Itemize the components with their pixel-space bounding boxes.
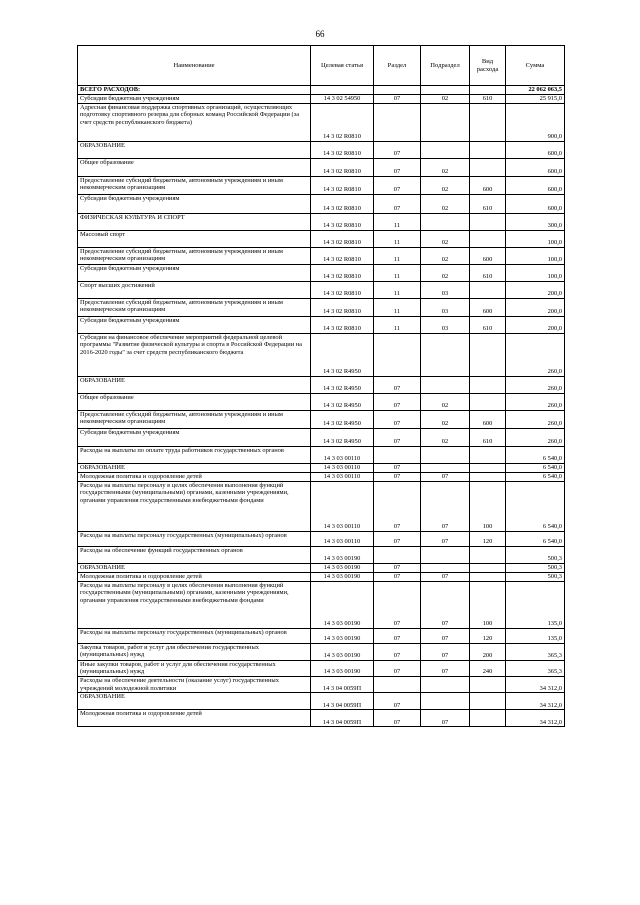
cell-expense-type bbox=[470, 230, 506, 247]
cell-sum: 600,0 bbox=[506, 194, 565, 213]
header-section: Раздел bbox=[374, 46, 421, 86]
table-row bbox=[78, 472, 565, 481]
total-row bbox=[78, 86, 565, 95]
cell-subsection bbox=[421, 463, 470, 472]
cell-expense-type: 200 bbox=[470, 643, 506, 660]
cell-section: 07 bbox=[374, 660, 421, 676]
cell-target-code: 14 3 03 00190 bbox=[311, 643, 374, 660]
cell-subsection bbox=[421, 141, 470, 158]
cell-section bbox=[374, 546, 421, 563]
table-row bbox=[78, 230, 565, 247]
cell-section: 07 bbox=[374, 581, 421, 628]
page-number: 66 bbox=[315, 29, 325, 39]
cell-subsection bbox=[421, 446, 470, 463]
table-row bbox=[78, 410, 565, 428]
cell-name: Расходы на выплаты персоналу в целях обеспечения выполнения функций государственными (муниципальными) органами, казенными учреждениями, органами управления государственными внебюджетными фондами bbox=[78, 581, 311, 628]
table-row bbox=[78, 333, 565, 376]
cell-expense-type: 610 bbox=[470, 94, 506, 103]
cell-expense-type bbox=[470, 103, 506, 141]
cell-expense-type bbox=[470, 333, 506, 376]
cell-subsection bbox=[421, 103, 470, 141]
cell-expense-type: 100 bbox=[470, 481, 506, 531]
cell-target-code: 14 3 02 54950 bbox=[311, 94, 374, 103]
cell-target-code: 14 3 02 R4950 bbox=[311, 410, 374, 428]
cell-name: Субсидии бюджетным учреждениям bbox=[78, 316, 311, 333]
cell-name: Расходы на выплаты персоналу государственных (муниципальных) органов bbox=[78, 628, 311, 643]
cell-sum: 500,3 bbox=[506, 572, 565, 581]
table-row bbox=[78, 531, 565, 546]
cell-subsection: 02 bbox=[421, 264, 470, 281]
cell-expense-type bbox=[470, 158, 506, 176]
cell-section: 07 bbox=[374, 410, 421, 428]
cell-target-code: 14 3 02 R0810 bbox=[311, 298, 374, 316]
cell-expense-type bbox=[470, 213, 506, 230]
cell-sum: 260,0 bbox=[506, 376, 565, 393]
cell-name: Расходы на выплаты по оплате труда работников государственных органов bbox=[78, 446, 311, 463]
cell-sum: 600,0 bbox=[506, 158, 565, 176]
expense-table bbox=[77, 45, 565, 727]
cell-target-code: 14 3 03 00110 bbox=[311, 481, 374, 531]
cell-target-code: 14 3 02 R0810 bbox=[311, 158, 374, 176]
cell-target-code: 14 3 03 00190 bbox=[311, 628, 374, 643]
cell-expense-type bbox=[470, 393, 506, 410]
cell-sum: 100,0 bbox=[506, 247, 565, 264]
cell-target-code: 14 3 03 00190 bbox=[311, 572, 374, 581]
cell-subsection: 07 bbox=[421, 628, 470, 643]
cell-sum: 100,0 bbox=[506, 230, 565, 247]
cell-target-code: 14 3 04 0059П bbox=[311, 710, 374, 727]
cell-name: Молодежная политика и оздоровление детей bbox=[78, 710, 311, 727]
cell-section bbox=[374, 333, 421, 376]
cell-expense-type: 100 bbox=[470, 581, 506, 628]
table-row bbox=[78, 677, 565, 693]
cell-name: ОБРАЗОВАНИЕ bbox=[78, 376, 311, 393]
cell-target-code: 14 3 02 R4950 bbox=[311, 393, 374, 410]
cell-expense-type: 610 bbox=[470, 316, 506, 333]
cell-section: 07 bbox=[374, 393, 421, 410]
cell-subsection bbox=[421, 376, 470, 393]
cell-sum: 6 540,0 bbox=[506, 531, 565, 546]
cell-section: 07 bbox=[374, 428, 421, 446]
cell-target-code: 14 3 02 R4950 bbox=[311, 333, 374, 376]
cell-section: 07 bbox=[374, 563, 421, 572]
cell-sum: 500,3 bbox=[506, 563, 565, 572]
table-row bbox=[78, 660, 565, 676]
header-code: Целевая статья bbox=[311, 46, 374, 86]
cell-target-code: 14 3 04 0059П bbox=[311, 677, 374, 693]
cell-section: 11 bbox=[374, 281, 421, 298]
cell-subsection: 07 bbox=[421, 531, 470, 546]
cell-name: Расходы на выплаты персоналу государственных (муниципальных) органов bbox=[78, 531, 311, 546]
cell-subsection: 07 bbox=[421, 581, 470, 628]
total-sum: 22 062 063,5 bbox=[506, 86, 565, 95]
cell-name: Субсидии бюджетным учреждениям bbox=[78, 264, 311, 281]
cell-section: 07 bbox=[374, 643, 421, 660]
cell-subsection: 02 bbox=[421, 247, 470, 264]
cell-name: Субсидии бюджетным учреждениям bbox=[78, 94, 311, 103]
cell-target-code: 14 3 03 00110 bbox=[311, 446, 374, 463]
cell-subsection: 02 bbox=[421, 176, 470, 194]
table-row bbox=[78, 446, 565, 463]
cell-subsection bbox=[421, 333, 470, 376]
cell-expense-type bbox=[470, 677, 506, 693]
cell-sum: 365,3 bbox=[506, 643, 565, 660]
header-sum: Сумма bbox=[506, 46, 565, 86]
table-row bbox=[78, 281, 565, 298]
table-row bbox=[78, 710, 565, 727]
cell-sum: 135,0 bbox=[506, 581, 565, 628]
cell-subsection bbox=[421, 563, 470, 572]
table-row bbox=[78, 103, 565, 141]
cell-subsection: 02 bbox=[421, 410, 470, 428]
cell-target-code: 14 3 03 00190 bbox=[311, 563, 374, 572]
cell-target-code: 14 3 02 R0810 bbox=[311, 194, 374, 213]
table-row bbox=[78, 176, 565, 194]
cell-subsection: 02 bbox=[421, 230, 470, 247]
cell-section: 07 bbox=[374, 194, 421, 213]
cell-target-code: 14 3 02 R0810 bbox=[311, 213, 374, 230]
cell-name: ОБРАЗОВАНИЕ bbox=[78, 693, 311, 710]
cell-subsection: 03 bbox=[421, 298, 470, 316]
cell-expense-type bbox=[470, 693, 506, 710]
cell-section: 11 bbox=[374, 230, 421, 247]
cell-section: 11 bbox=[374, 213, 421, 230]
cell-target-code: 14 3 02 R0810 bbox=[311, 281, 374, 298]
cell-section: 11 bbox=[374, 264, 421, 281]
cell-expense-type: 600 bbox=[470, 298, 506, 316]
cell-name: Предоставление субсидий бюджетным, автономным учреждениям и иным некоммерческим организациям bbox=[78, 410, 311, 428]
cell-sum: 34 312,0 bbox=[506, 693, 565, 710]
cell-target-code: 14 3 02 R0810 bbox=[311, 247, 374, 264]
cell-expense-type bbox=[470, 563, 506, 572]
cell-sum: 135,0 bbox=[506, 628, 565, 643]
table-row bbox=[78, 428, 565, 446]
cell-expense-type bbox=[470, 141, 506, 158]
table-row bbox=[78, 158, 565, 176]
header-name: Наименование bbox=[78, 46, 311, 86]
cell-section: 07 bbox=[374, 176, 421, 194]
cell-name: Адресная финансовая поддержка спортивных организаций, осуществляющих подготовку спортивного резерва для сборных команд Российской Федерации (за счет средств республиканского бюджета) bbox=[78, 103, 311, 141]
cell-sum: 25 915,0 bbox=[506, 94, 565, 103]
cell-sum: 200,0 bbox=[506, 316, 565, 333]
cell-name: Расходы на обеспечение функций государственных органов bbox=[78, 546, 311, 563]
cell-name: Субсидии на финансовое обеспечение мероприятий федеральной целевой программы "Развитие физической культуры и спорта в Российской Федерации на 2016-2020 годы" за счет средств республиканского бюджета bbox=[78, 333, 311, 376]
cell-section: 07 bbox=[374, 693, 421, 710]
cell-section: 07 bbox=[374, 572, 421, 581]
cell-expense-type bbox=[470, 376, 506, 393]
cell-expense-type: 600 bbox=[470, 247, 506, 264]
cell-target-code: 14 3 03 00110 bbox=[311, 463, 374, 472]
table-row bbox=[78, 572, 565, 581]
cell-section: 07 bbox=[374, 158, 421, 176]
cell-section: 07 bbox=[374, 94, 421, 103]
cell-target-code: 14 3 03 00190 bbox=[311, 660, 374, 676]
table-row bbox=[78, 298, 565, 316]
header-subsection: Подраздел bbox=[421, 46, 470, 86]
header-expense-type: Вид расхода bbox=[470, 46, 506, 86]
cell-subsection: 02 bbox=[421, 158, 470, 176]
cell-name: Предоставление субсидий бюджетным, автономным учреждениям и иным некоммерческим организациям bbox=[78, 247, 311, 264]
table-row bbox=[78, 141, 565, 158]
cell-subsection bbox=[421, 213, 470, 230]
cell-subsection: 07 bbox=[421, 572, 470, 581]
cell-name: Предоставление субсидий бюджетным, автономным учреждениям и иным некоммерческим организациям bbox=[78, 176, 311, 194]
cell-target-code: 14 3 02 R4950 bbox=[311, 428, 374, 446]
cell-section: 11 bbox=[374, 247, 421, 264]
cell-expense-type: 240 bbox=[470, 660, 506, 676]
cell-name: Расходы на выплаты персоналу в целях обеспечения выполнения функций государственными (муниципальными) органами, казенными учреждениями, органами управления государственными внебюджетными фондами bbox=[78, 481, 311, 531]
cell-target-code: 14 3 03 00190 bbox=[311, 581, 374, 628]
cell-expense-type: 610 bbox=[470, 428, 506, 446]
cell-section: 07 bbox=[374, 141, 421, 158]
table-row bbox=[78, 693, 565, 710]
cell-subsection: 07 bbox=[421, 710, 470, 727]
cell-section bbox=[374, 103, 421, 141]
cell-sum: 260,0 bbox=[506, 393, 565, 410]
table-row bbox=[78, 581, 565, 628]
cell-section: 07 bbox=[374, 472, 421, 481]
cell-sum: 6 540,0 bbox=[506, 446, 565, 463]
cell-sum: 600,0 bbox=[506, 141, 565, 158]
cell-name: ОБРАЗОВАНИЕ bbox=[78, 141, 311, 158]
cell-subsection: 03 bbox=[421, 316, 470, 333]
cell-sum: 34 312,0 bbox=[506, 677, 565, 693]
cell-subsection bbox=[421, 546, 470, 563]
table-row bbox=[78, 463, 565, 472]
cell-name: ФИЗИЧЕСКАЯ КУЛЬТУРА И СПОРТ bbox=[78, 213, 311, 230]
table-row bbox=[78, 264, 565, 281]
cell-expense-type bbox=[470, 281, 506, 298]
table-row bbox=[78, 194, 565, 213]
cell-expense-type bbox=[470, 446, 506, 463]
cell-name: ОБРАЗОВАНИЕ bbox=[78, 563, 311, 572]
cell-expense-type: 600 bbox=[470, 176, 506, 194]
table-row bbox=[78, 546, 565, 563]
cell-sum: 260,0 bbox=[506, 333, 565, 376]
cell-expense-type: 120 bbox=[470, 531, 506, 546]
cell-section: 11 bbox=[374, 298, 421, 316]
cell-target-code: 14 3 02 R0810 bbox=[311, 176, 374, 194]
cell-section bbox=[374, 446, 421, 463]
table-row bbox=[78, 247, 565, 264]
cell-sum: 365,3 bbox=[506, 660, 565, 676]
cell-target-code: 14 3 02 R4950 bbox=[311, 376, 374, 393]
cell-subsection: 07 bbox=[421, 472, 470, 481]
cell-sum: 200,0 bbox=[506, 281, 565, 298]
cell-name: Общее образование bbox=[78, 393, 311, 410]
table-row bbox=[78, 376, 565, 393]
cell-target-code: 14 3 02 R0810 bbox=[311, 316, 374, 333]
cell-sum: 34 312,0 bbox=[506, 710, 565, 727]
cell-subsection: 07 bbox=[421, 660, 470, 676]
cell-name: Спорт высших достижений bbox=[78, 281, 311, 298]
cell-sum: 200,0 bbox=[506, 298, 565, 316]
cell-sum: 6 540,0 bbox=[506, 472, 565, 481]
cell-target-code: 14 3 02 R0810 bbox=[311, 230, 374, 247]
cell-name: Предоставление субсидий бюджетным, автономным учреждениям и иным некоммерческим организациям bbox=[78, 298, 311, 316]
cell-subsection: 07 bbox=[421, 643, 470, 660]
cell-name: Закупка товаров, работ и услуг для обеспечения государственных (муниципальных) нужд bbox=[78, 643, 311, 660]
cell-target-code: 14 3 02 R0810 bbox=[311, 264, 374, 281]
cell-name: ОБРАЗОВАНИЕ bbox=[78, 463, 311, 472]
cell-subsection bbox=[421, 693, 470, 710]
cell-subsection bbox=[421, 677, 470, 693]
cell-expense-type bbox=[470, 463, 506, 472]
cell-subsection: 07 bbox=[421, 481, 470, 531]
table-row bbox=[78, 393, 565, 410]
cell-section: 07 bbox=[374, 376, 421, 393]
cell-expense-type bbox=[470, 710, 506, 727]
cell-name: Общее образование bbox=[78, 158, 311, 176]
cell-target-code: 14 3 03 00110 bbox=[311, 472, 374, 481]
total-label: ВСЕГО РАСХОДОВ: bbox=[78, 86, 311, 95]
cell-sum: 6 540,0 bbox=[506, 481, 565, 531]
cell-target-code: 14 3 02 R0810 bbox=[311, 103, 374, 141]
cell-section: 11 bbox=[374, 316, 421, 333]
cell-name: Субсидии бюджетным учреждениям bbox=[78, 428, 311, 446]
table-row bbox=[78, 643, 565, 660]
table-row bbox=[78, 316, 565, 333]
table-row bbox=[78, 628, 565, 643]
cell-name: Иные закупки товаров, работ и услуг для обеспечения государственных (муниципальных) нужд bbox=[78, 660, 311, 676]
cell-subsection: 02 bbox=[421, 428, 470, 446]
cell-subsection: 02 bbox=[421, 393, 470, 410]
cell-sum: 600,0 bbox=[506, 176, 565, 194]
cell-sum: 300,0 bbox=[506, 213, 565, 230]
cell-target-code: 14 3 02 R0810 bbox=[311, 141, 374, 158]
cell-section: 07 bbox=[374, 481, 421, 531]
cell-expense-type: 610 bbox=[470, 264, 506, 281]
cell-name: Субсидии бюджетным учреждениям bbox=[78, 194, 311, 213]
cell-target-code: 14 3 04 0059П bbox=[311, 693, 374, 710]
cell-name: Молодежная политика и оздоровление детей bbox=[78, 572, 311, 581]
cell-section: 07 bbox=[374, 628, 421, 643]
cell-sum: 260,0 bbox=[506, 410, 565, 428]
cell-expense-type: 600 bbox=[470, 410, 506, 428]
cell-name: Расходы на обеспечение деятельности (оказание услуг) государственных учреждений молодежной политики bbox=[78, 677, 311, 693]
cell-subsection: 03 bbox=[421, 281, 470, 298]
cell-target-code: 14 3 03 00190 bbox=[311, 546, 374, 563]
table-header-row bbox=[78, 46, 565, 86]
cell-subsection: 02 bbox=[421, 94, 470, 103]
cell-section: 07 bbox=[374, 710, 421, 727]
table-row bbox=[78, 213, 565, 230]
cell-expense-type bbox=[470, 572, 506, 581]
cell-subsection: 02 bbox=[421, 194, 470, 213]
cell-name: Массовый спорт bbox=[78, 230, 311, 247]
cell-expense-type bbox=[470, 546, 506, 563]
cell-section bbox=[374, 677, 421, 693]
cell-expense-type: 610 bbox=[470, 194, 506, 213]
cell-sum: 100,0 bbox=[506, 264, 565, 281]
cell-sum: 900,0 bbox=[506, 103, 565, 141]
cell-sum: 260,0 bbox=[506, 428, 565, 446]
table-row bbox=[78, 94, 565, 103]
cell-expense-type bbox=[470, 472, 506, 481]
cell-expense-type: 120 bbox=[470, 628, 506, 643]
cell-sum: 500,3 bbox=[506, 546, 565, 563]
table-row bbox=[78, 563, 565, 572]
table-row bbox=[78, 481, 565, 531]
cell-sum: 6 540,0 bbox=[506, 463, 565, 472]
cell-target-code: 14 3 03 00110 bbox=[311, 531, 374, 546]
cell-section: 07 bbox=[374, 531, 421, 546]
cell-section: 07 bbox=[374, 463, 421, 472]
cell-name: Молодежная политика и оздоровление детей bbox=[78, 472, 311, 481]
